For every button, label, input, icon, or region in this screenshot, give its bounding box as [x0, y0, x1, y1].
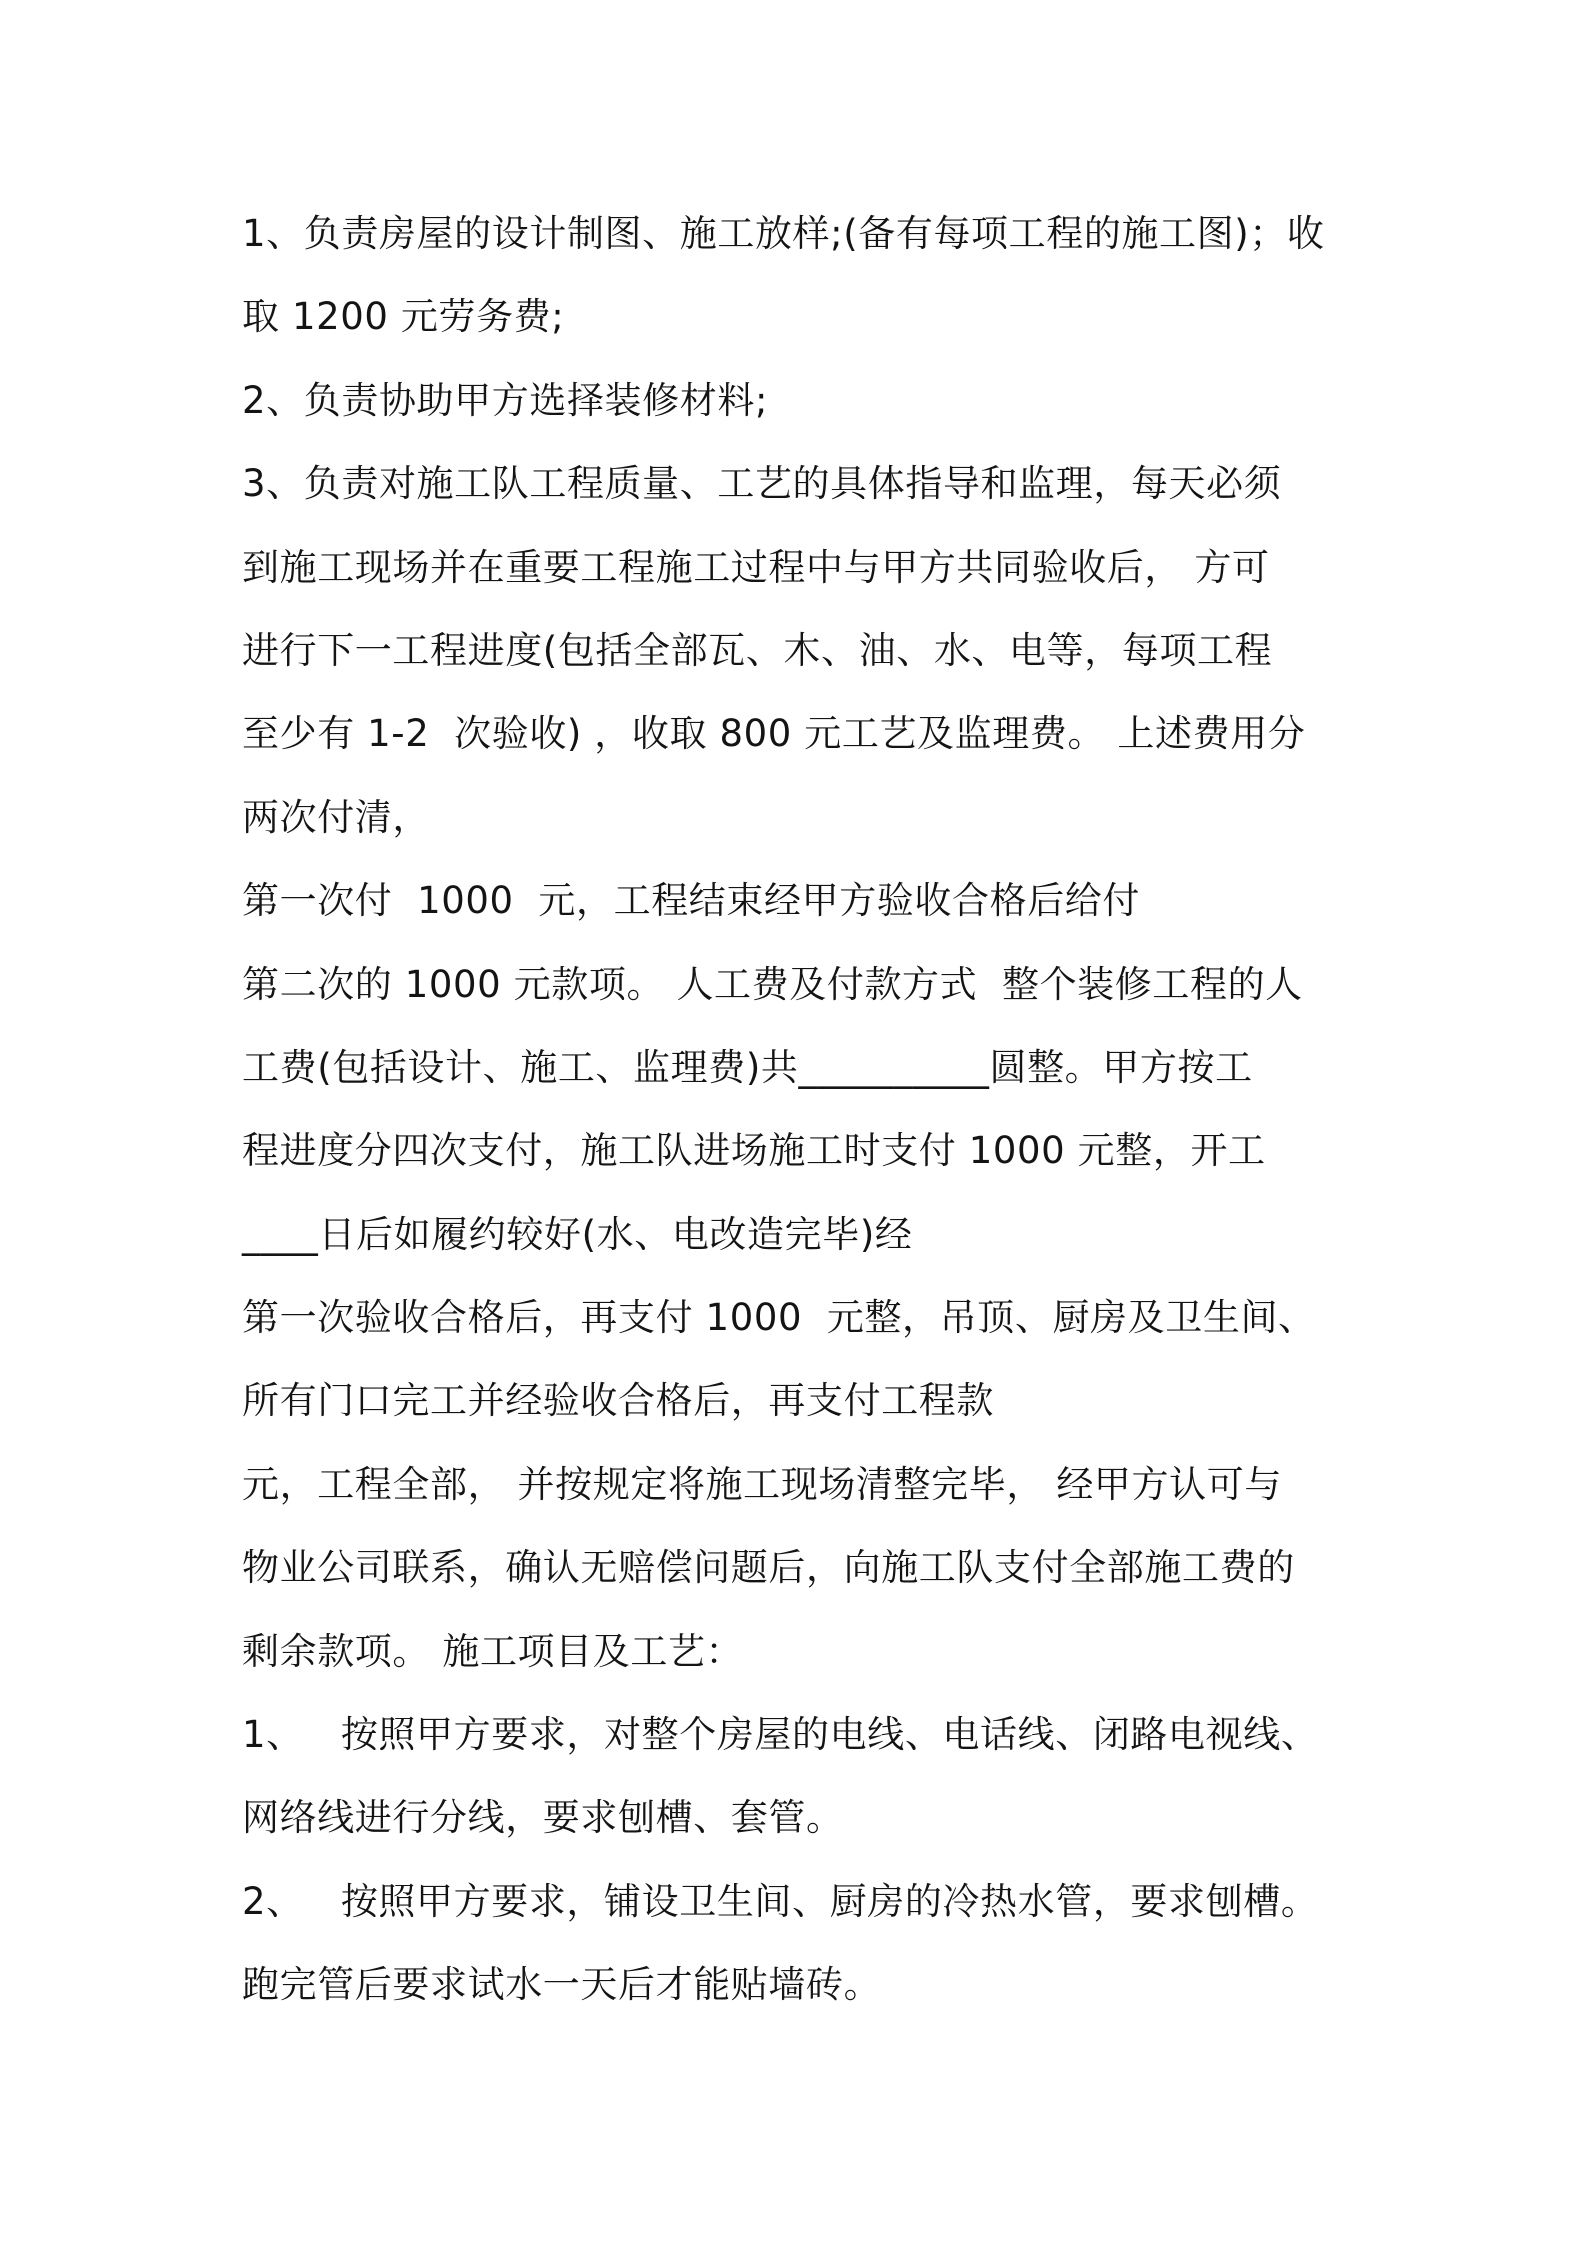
text-line: 跑完管后要求试水一天后才能贴墙砖。 [242, 1963, 882, 2007]
text-line: 3、负责对施工队工程质量、工艺的具体指导和监理，每天必须 [242, 462, 1282, 506]
text-line: 剩余款项。 施工项目及工艺： [242, 1629, 744, 1673]
text-line: 2、负责协助甲方选择装修材料; [242, 378, 769, 422]
text-line: 2、 按照甲方要求，铺设卫生间、厨房的冷热水管，要求刨槽。 [242, 1879, 1319, 1923]
text-line: 1、 按照甲方要求，对整个房屋的电线、电话线、闭路电视线、 [242, 1713, 1319, 1757]
text-line: 物业公司联系，确认无赔偿问题后，向施工队支付全部施工费的 [242, 1546, 1295, 1590]
text-line: 第二次的 1000 元款项。 人工费及付款方式 整个装修工程的人 [242, 962, 1303, 1006]
document-body [242, 192, 1357, 2027]
text-line: ____日后如履约较好(水、电改造完毕)经 [242, 1212, 913, 1256]
text-line: 至少有 1-2 次验收) ，收取 800 元工艺及监理费。 上述费用分 [242, 712, 1306, 756]
text-line: 到施工现场并在重要工程施工过程中与甲方共同验收后， 方可 [242, 545, 1270, 589]
text-line: 第一次验收合格后，再支付 1000 元整，吊顶、厨房及卫生间、 [242, 1296, 1316, 1340]
text-line: 所有门口完工并经验收合格后，再支付工程款 [242, 1379, 994, 1423]
text-line: 工费(包括设计、施工、监理费)共__________圆整。甲方按工 [242, 1045, 1253, 1089]
text-line: 两次付清， [242, 795, 430, 839]
text-line: 取 1200 元劳务费; [242, 295, 565, 339]
text-line: 1、负责房屋的设计制图、施工放样;(备有每项工程的施工图)；收 [242, 212, 1325, 255]
text-line: 进行下一工程进度(包括全部瓦、木、油、水、电等，每项工程 [242, 628, 1273, 672]
text-line: 程进度分四次支付，施工队进场施工时支付 1000 元整，开工 [242, 1129, 1266, 1173]
text-line: 网络线进行分线，要求刨槽、套管。 [242, 1796, 844, 1840]
text-line: 元，工程全部， 并按规定将施工现场清整完毕， 经甲方认可与 [242, 1462, 1282, 1506]
text-line: 第一次付 1000 元，工程结束经甲方验收合格后给付 [242, 879, 1141, 923]
